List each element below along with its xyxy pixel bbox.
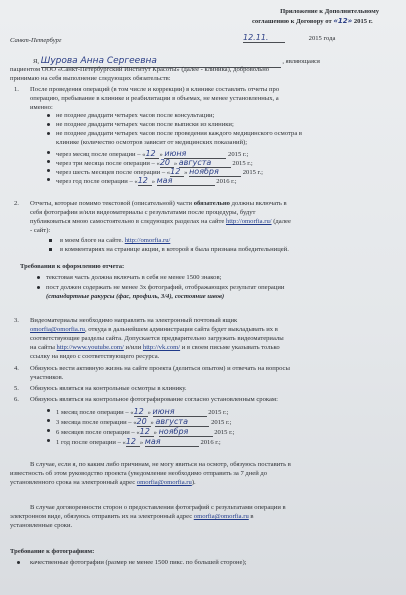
item2-text: Отчеты, которые помимо текстовой (описательной) части (30, 200, 193, 207)
date-month-handwritten: ноября (159, 427, 213, 437)
para1-line-1: В случае, если я, по каким либо причинам, не могу явиться на осмотр, обязуюсь поставить в (30, 461, 291, 468)
item2-line-4: - сайт): (30, 227, 51, 234)
item3-line-2 (30, 326, 278, 334)
place: Санкт-Петербург (10, 37, 62, 44)
item1-bullet-month: через месяц после операции – «12 » июня 2015 г.; (56, 149, 249, 158)
bullet-dot (47, 419, 50, 422)
item3-text: и в своем письме указывать только (181, 344, 280, 351)
bullet-dot (17, 561, 20, 564)
item1-bullet-2: не позднее двадцати четырех часов после выписки из клиники; (56, 121, 234, 128)
para2-line-1: В случае договоренности сторон о предоставлении фотографий с результатами операции в (30, 504, 286, 511)
item6-bullet-2: 3 месяца после операции – «20 » августа 2015 г.; (56, 417, 232, 426)
bullet-dot (47, 178, 50, 181)
item1-bullet-6months: через шесть месяцев после операции – «12 » ноября 2015 г.; (56, 167, 263, 176)
item1-number: 1. (14, 86, 19, 93)
bullet-dot (47, 123, 50, 126)
req-photo-title: Требование к фотографиям: (10, 548, 95, 555)
bullet-label: 1 год после операции – « (56, 439, 126, 446)
year-suffix: 2015 г.; (232, 160, 253, 167)
date-day-handwritten: 12 (140, 427, 154, 437)
bullet-label: через месяц после операции – « (56, 151, 146, 158)
date-day-handwritten: 12 (138, 176, 152, 186)
email-link[interactable]: omorfia@omorfia.ru (30, 326, 85, 333)
item3-line-5: ссылку на видео с соответствующего ресурса. (30, 353, 160, 360)
intro-line-2: пациентом ООО «Санкт-Петербургский Институт Красоты» (далее - клиника), добровольно (10, 66, 270, 73)
item2-line-2: себя фотографии и/или видеоматериалы с результатами после процедуры, будут (30, 209, 256, 216)
year-suffix: 2015 года (308, 35, 336, 42)
bullet-label: 3 месяца после операции – « (56, 419, 137, 426)
header-line-2-suffix: 2015 г. (353, 18, 373, 25)
item6-bullet-3: 6 месяцев после операции – «12 » ноября 2015 г.; (56, 427, 235, 436)
date-handwritten: 12.11. (243, 33, 285, 43)
bullet-label: 1 месяц после операции – « (56, 409, 134, 416)
req-report-bullet-2-cont: (стандартные ракурсы (фас, профиль, 3/4), состояние швов) (46, 293, 225, 300)
item3-text: на сайты (30, 344, 55, 351)
bullet-dot (47, 160, 50, 163)
item2-bullet-1 (60, 237, 170, 245)
item2-number: 2. (14, 200, 19, 207)
para1-text: установленного срока на электронный адрес (10, 479, 136, 486)
item4-number: 4. (14, 365, 19, 372)
item3-number: 3. (14, 317, 19, 324)
para2-line-3: установленные сроки. (10, 522, 73, 529)
year-suffix: 2015 г.; (211, 419, 232, 426)
item3-line-1: Видеоматериалы необходимо направлять на электронный почтовый ящик (30, 317, 238, 324)
item2-emphasis: обязательно (193, 200, 230, 207)
header-line-2-prefix: соглашению к Договору от (252, 18, 332, 25)
item3-line-3: соответствующие разделы сайта. Допускается предварительно загружать видеоматериалы (30, 335, 284, 342)
date-day-handwritten: 12 (126, 437, 140, 447)
item1-text-1: После проведения операций (в том числе и коррекции) в клинике составлять отчеты про (30, 86, 280, 93)
item6-bullet-1: 1 месяц после операции – «12 » июня 2015 г.; (56, 407, 229, 416)
bullet-dot (47, 151, 50, 154)
date-month-handwritten: мая (157, 176, 215, 186)
item1-text-2: операцию, пребывание в клинике и реабилитации в объемах, не менее установленных, а (30, 95, 279, 102)
bullet-dot (37, 286, 40, 289)
item6-line-1: Обязуюсь являться на контрольное фотографирование согласно установленным срокам: (30, 396, 278, 403)
item1-text-3: именно: (30, 104, 53, 111)
intro-suffix: , являющаяся (282, 58, 320, 65)
year-suffix: 2015 г.; (228, 151, 249, 158)
year-suffix: 2015 г.; (242, 169, 263, 176)
item4-line-1: Обязуюсь вести активную жизнь на сайте проекта (делиться опытом) и отвечать на вопросы (30, 365, 290, 372)
item3-text: , откуда в дальнейшем администрация сайта будет выкладывать их в (84, 326, 278, 333)
item6-bullet-4: 1 год после операции – «12 » мая 2016 г.; (56, 437, 221, 446)
year-suffix: 2015 г.; (214, 429, 235, 436)
bullet-label: через год после операции – « (56, 178, 138, 185)
item2-text: (далее (273, 218, 291, 225)
item1-bullet-3-cont: клинике (количество осмотров зависит от медицинских показаний); (56, 139, 248, 146)
req-report-title: Требования к оформлению отчета: (20, 263, 125, 270)
bullet-dot (37, 276, 40, 279)
header-contract-date: «12» (333, 17, 353, 25)
date-month-handwritten: августа (179, 158, 231, 168)
bullet-dot (47, 132, 50, 135)
bullet-label: 6 месяцев после операции – « (56, 429, 140, 436)
year-suffix: 2016 г.; (200, 439, 221, 446)
date-month-handwritten: июня (153, 407, 207, 417)
youtube-link[interactable]: http://www.youtube.com/ (56, 344, 124, 351)
bullet-square (49, 248, 52, 251)
date-month-handwritten: августа (155, 417, 209, 427)
year-suffix: 2016 г.; (216, 178, 237, 185)
item1-bullet-3: не позднее двадцати четырех часов после проведения каждого медицинского осмотра в (56, 130, 303, 137)
para2-line-2 (10, 513, 254, 521)
item2-text: должны включать в (231, 200, 287, 207)
date-day-handwritten: 20 (160, 158, 174, 168)
date-month-handwritten: мая (145, 437, 199, 447)
para1-line-2: известность об этом руководство проекта (уведомление необходимо отправить за 7 дней до (10, 470, 268, 477)
item1-bullet-year: через год после операции – «12 » мая 2016 г.; (56, 176, 237, 185)
bullet-square (49, 239, 52, 242)
bullet-dot (47, 429, 50, 432)
bullet-dot (47, 409, 50, 412)
year-suffix: 2015 г.; (208, 409, 229, 416)
item1-bullet-3months: через три месяца после операции – «20 » августа 2015 г.; (56, 158, 253, 167)
para2-text: в (250, 513, 254, 520)
bullet-dot (47, 439, 50, 442)
blog-link[interactable]: http://omorfia.ru/ (124, 237, 171, 244)
item6-number: 6. (14, 396, 19, 403)
para2-text: электронном виде, обязуюсь отправить их на электронный адрес (10, 513, 193, 520)
header-line-2 (252, 17, 373, 26)
bullet-dot (47, 169, 50, 172)
bullet-label: через три месяца после операции – « (56, 160, 160, 167)
item2-text: публиковаться мною самостоятельно в следующих разделах на сайте (30, 218, 225, 225)
item2-line-3 (30, 218, 291, 226)
patient-name-handwritten: Шурова Анна Сергеевна (41, 56, 281, 68)
intro-line-3: принимаю на себя выполнение следующих обязательств: (10, 75, 171, 82)
header-line-1: Приложение к Дополнительному (280, 8, 379, 15)
vk-link[interactable]: http://vk.com/ (142, 344, 181, 351)
date-field (243, 33, 335, 43)
para1-text: ). (191, 479, 196, 486)
req-photo-bullet-1: качественные фотографии (размер не менее 1500 пикс. по большей стороне); (30, 559, 247, 566)
bullet-dot (47, 114, 50, 117)
date-day-handwritten: 20 (137, 417, 151, 427)
item5-number: 5. (14, 385, 19, 392)
email-link[interactable]: omorfia@omorfia.ru (193, 513, 249, 520)
item2-bullet-text: в моем блоге на сайте. (60, 237, 124, 244)
date-day-handwritten: 12 (170, 167, 184, 177)
item2-bullet-2: в комментариях на странице акции, в которой я была признана победительницей. (60, 246, 289, 253)
item5-line-1: Обязуюсь являться на контрольные осмотры в клинику. (30, 385, 187, 392)
para1-line-3 (10, 479, 196, 487)
bullet-label: через шесть месяцев после операции – « (56, 169, 171, 176)
req-report-bullet-2: пост должен содержать не менее 3х фотографий, отображающих результат операции (46, 284, 285, 291)
email-link[interactable]: omorfia@omorfia.ru (136, 479, 192, 486)
date-month-handwritten: июня (164, 149, 226, 159)
item1-bullet-1: не позднее двадцати четырех часов после консультации; (56, 112, 215, 119)
date-day-handwritten: 12 (134, 407, 148, 417)
req-report-bullet-1: текстовая часть должна включать в себя не менее 1500 знаков; (46, 274, 222, 281)
date-day-handwritten: 12 (145, 149, 159, 159)
intro-ya: Я, (33, 58, 40, 65)
item3-text: и/или (125, 344, 142, 351)
item2-line-1 (30, 200, 287, 208)
date-month-handwritten: ноября (189, 167, 241, 177)
site-link[interactable]: http://omorfia.ru/ (225, 218, 272, 225)
item3-line-4 (30, 344, 280, 352)
item4-line-2: участников. (30, 374, 64, 381)
